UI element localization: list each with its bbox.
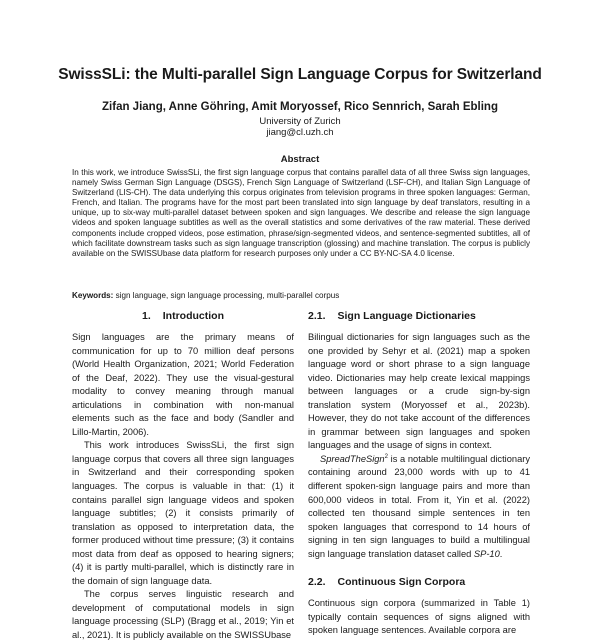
abstract-heading: Abstract: [280, 154, 320, 165]
subsection-heading-continuous-corpora: [308, 575, 530, 597]
spreadthesign-name: SpreadTheSign: [320, 453, 385, 464]
footnote-marker: 2: [384, 453, 388, 460]
dictionaries-paragraph-1: Bilingual dictionaries for sign languages such as the one provided by Sehyr et al. (2021) map a spoken language word or short phrase to a sign language video. Dictionaries may help create lexical mappings between languages or a crude sign-by-sign translation system (Moryossef et al., 2023b). However, they do not take account of the differences in grammar between sign languages and spoken languages and the usage of signs in context.: [308, 332, 530, 451]
right-column: [308, 309, 530, 638]
intro-paragraph-3: The corpus serves linguistic research and development of computational models in sign language processing (SLP) (Bragg et al., 2019; Yin et al., 2021). It is publicly available on the SWISSUbase: [72, 589, 294, 641]
subsection-title: Sign Language Dictionaries: [337, 310, 476, 322]
dictionaries-paragraph-2-body: is a notable multilingual dictionary containing around 23,000 words with up to 41 different spoken-sign language pairs and more than 600,000 videos in total. From it, Yin et al. (2022) collected ten thousand simple sentences in ten spoken languages that correspond to 14 hours of signing in ten sign languages to build a multilingual sign language translation dataset called: [308, 453, 530, 559]
affiliation: University of Zurich: [259, 116, 341, 127]
section-heading-introduction: [72, 309, 294, 331]
subsection-number: 2.2.: [308, 576, 326, 589]
paper-title: SwissSLi: the Multi-parallel Sign Language Corpus for Switzerland: [58, 66, 542, 83]
sentence-end: .: [499, 548, 503, 559]
sp10-dataset-name: SP-10: [473, 548, 500, 559]
left-column: [72, 309, 294, 643]
author-list: Zifan Jiang, Anne Göhring, Amit Moryossef, Rico Sennrich, Sarah Ebling: [102, 101, 498, 113]
subsection-number: 2.1.: [308, 310, 326, 322]
abstract-text: In this work, we introduce SwissSLi, the first sign language corpus that contains parallel data of all three Swiss sign languages, namely Swiss German Sign Language (DSGS), French Sign Language of Switzerland (LSF-CH), and Italian Sign Language of Switzerland (LIS-CH). The data underlying this corpus originates from television programs in three spoken languages: German, French, and Italian. The programs have for the most part been translated into sign language by deaf translators, resulting in a unique, up to six-way multi-parallel dataset between spoken and sign languages. We describe and release the sign language videos and spoken language subtitles as well as the overall statistics and some derivatives of the raw material. These derived components include cropped videos, pose estimation, phrase/sign-segmented videos, and sentence-segmented subtitles, all of which facilitate downstream tasks such as sign language transcription (glossing) and machine translation. The corpus is publicly available on the SWISSUbase data platform for research purposes only under a CC BY-NC-SA 4.0 license.: [72, 168, 530, 258]
subsection-heading-dictionaries: [308, 309, 530, 331]
intro-paragraph-2: This work introduces SwissSLi, the first sign language corpus that covers all three sign languages in Switzerland and their corresponding spoken languages. The corpus is valuable in that: (1) it contains parallel sign language videos and spoken language subtitles; (2) it consists primarily of translation as opposed to interpretation data, the former produced without time pressure; (3) it contains most data from deaf as opposed to hearing signers; (4) it is partly multi-parallel, which is distinctly rare in the domain of sign language data.: [72, 440, 294, 586]
section-title: Introduction: [162, 310, 224, 322]
continuous-corpora-paragraph-1: Continuous sign corpora (summarized in Table 1) typically contain sequences of signs aligned with spoken language sentences. Available corpora are: [308, 598, 530, 636]
dictionaries-paragraph-2: [308, 453, 530, 561]
section-number: 1.: [141, 310, 151, 322]
intro-paragraph-1: Sign languages are the primary means of communication for up to 70 million deaf persons (World Health Organization, 2021; World Federation of the Deaf, 2022). They use the visual-gestural modality to convey meaning through manual articulations in combination with non-manual elements such as the face and body (Sandler and Lillo-Martin, 2006).: [72, 332, 294, 437]
keywords-label: Keywords:: [72, 291, 114, 300]
keywords-list: sign language, sign language processing, multi-parallel corpus: [115, 291, 340, 300]
contact-email: jiang@cl.uzh.ch: [266, 127, 334, 138]
subsection-title: Continuous Sign Corpora: [337, 576, 466, 589]
keywords-line: [72, 291, 530, 300]
